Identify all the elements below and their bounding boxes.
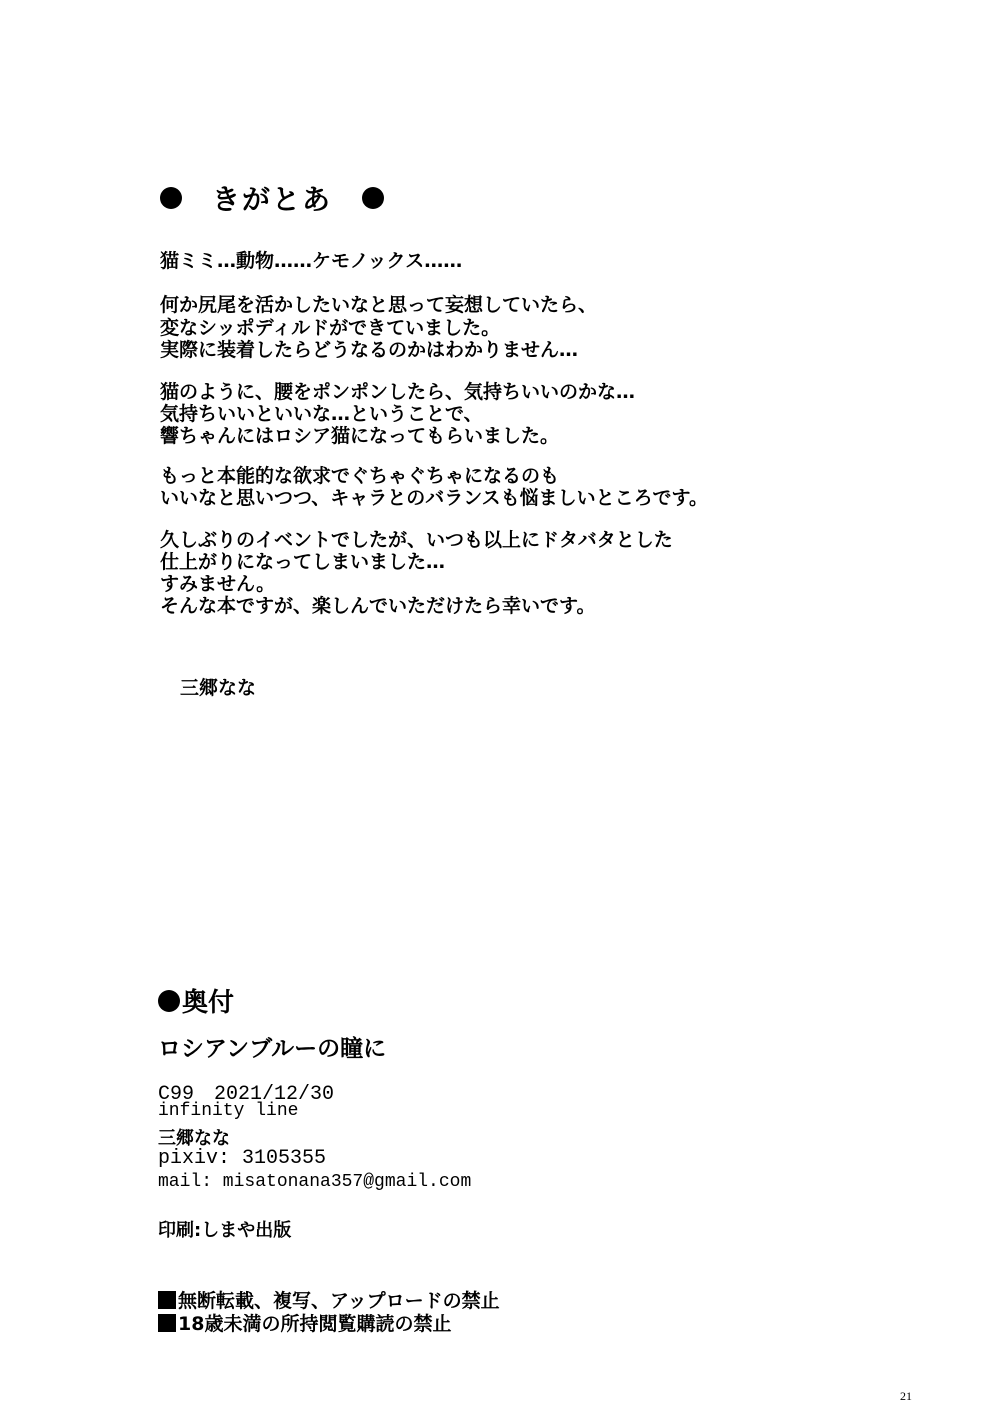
bullet-square-icon [158,1314,176,1332]
afterword-line: 猫のように、腰をポンポンしたら、気持ちいいのかな… [160,381,636,403]
pixiv-id: pixiv: 3105355 [158,1147,327,1170]
afterword-signature: 三郷なな [180,677,257,699]
notice-text: 無断転載、複写、アップロードの禁止 [178,1290,500,1312]
book-title: ロシアンブルーの瞳に [158,1036,387,1062]
bullet-circle-icon [160,187,182,209]
bullet-circle-icon [158,990,180,1012]
afterword-title: きがとあ [212,183,333,216]
event-date: C99 2021/12/30 [158,1083,335,1106]
afterword-line: 猫ミミ…動物……ケモノックス…… [160,250,463,272]
bullet-circle-icon [362,187,384,209]
afterword-line: 気持ちいいといいな…ということで、 [160,403,483,425]
afterword-line: 変なシッポディルドができていました。 [160,317,501,339]
afterword-line: 何か尻尾を活かしたいなと思って妄想していたら、 [160,294,598,316]
author-name: 三郷なな [158,1128,230,1149]
notice-text: 18歳未満の所持閲覧購読の禁止 [178,1313,452,1335]
page-number: 21 [900,1389,912,1403]
afterword-line: 響ちゃんにはロシア猫になってもらいました。 [160,425,560,447]
bullet-square-icon [158,1291,176,1309]
afterword-line: もっと本能的な欲求でぐちゃぐちゃになるのも [160,465,560,487]
afterword-line: 仕上がりになってしまいました… [160,551,446,573]
afterword-line: 久しぶりのイベントでしたが、いつも以上にドタバタとした [160,529,673,551]
afterword-heading [160,178,384,218]
colophon-heading-label: 奥付 [182,988,235,1018]
afterword-line: 実際に装着したらどうなるのかはわかりません… [160,339,579,361]
printer: 印刷:しまや出版 [158,1220,292,1241]
afterword-line: そんな本ですが、楽しんでいただけたら幸いです。 [160,595,596,617]
notice-line [158,1309,451,1336]
mail-address: mail: misatonana357@gmail.com [158,1172,472,1192]
afterword-line: すみません。 [160,573,276,595]
colophon-heading [158,982,234,1019]
circle-name: infinity line [158,1101,299,1121]
afterword-line: いいなと思いつつ、キャラとのバランスも悩ましいところです。 [160,487,708,509]
